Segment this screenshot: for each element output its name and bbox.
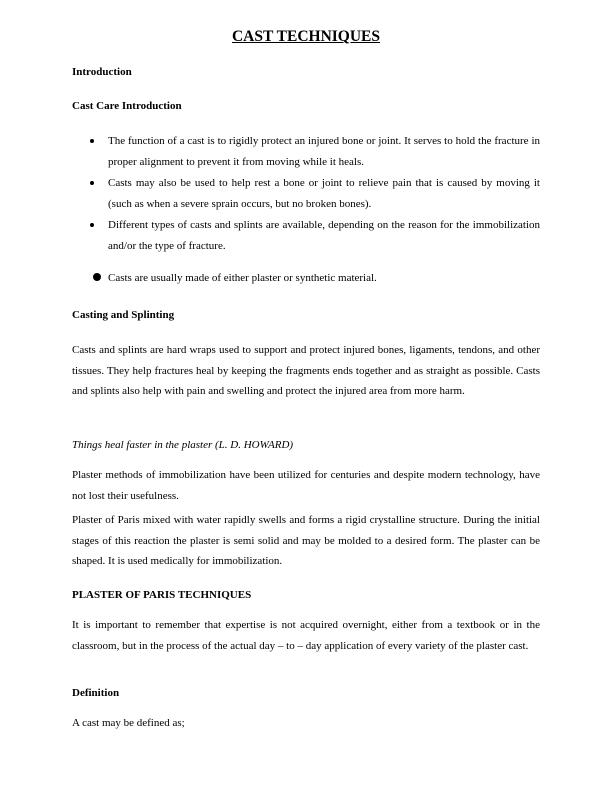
list-item-text: Casts may also be used to help rest a bone or joint to relieve pain that is caused by moving it (such as when a severe sprain occurs, but no broken bones).: [108, 177, 540, 210]
page-title: CAST TECHNIQUES: [231, 28, 381, 45]
big-bullet-item: [72, 268, 540, 290]
heading-introduction: Introduction: [72, 66, 132, 78]
list-item-text: Different types of casts and splints are available, depending on the reason for the immobilization and/or the type of fracture.: [108, 219, 540, 252]
italic-quote: Things heal faster in the plaster (L. D. HOWARD): [72, 439, 294, 451]
list-item: [72, 131, 540, 172]
list-item-text: Casts are usually made of either plaster or synthetic material.: [108, 272, 377, 284]
bullet-icon: [90, 139, 94, 143]
bullet-icon: [93, 273, 101, 281]
bullet-icon: [90, 223, 94, 227]
casting-paragraph: Casts and splints are hard wraps used to support and protect injured bones, ligaments, tendons, and other tissues. They help fractures heal by keeping the fragments ends together and as straight as possible. Casts and splints also help with pain and swelling and protect the injured area from more harm.: [72, 344, 540, 397]
heading-definition: Definition: [72, 687, 120, 699]
heading-pop-techniques: PLASTER OF PARIS TECHNIQUES: [72, 589, 252, 601]
pop-paragraph: It is important to remember that expertise is not acquired overnight, either from a textbook or in the classroom, but in the process of the actual day – to – day application of every variety of the plaster cast.: [72, 619, 540, 652]
list-item: [72, 215, 540, 256]
heading-casting-splinting: Casting and Splinting: [72, 309, 175, 321]
list-item: [72, 173, 540, 214]
bullet-icon: [90, 181, 94, 185]
bullet-list: [72, 131, 540, 257]
definition-text: A cast may be defined as;: [72, 717, 185, 729]
plaster-methods-paragraph: Plaster methods of immobilization have been utilized for centuries and despite modern technology, have not lost their usefulness.: [72, 469, 540, 502]
list-item-text: The function of a cast is to rigidly protect an injured bone or joint. It serves to hold the fracture in proper alignment to prevent it from moving while it heals.: [108, 135, 540, 168]
heading-cast-care: Cast Care Introduction: [72, 100, 182, 112]
plaster-of-paris-paragraph: Plaster of Paris mixed with water rapidly swells and forms a rigid crystalline structure. During the initial stages of this reaction the plaster is semi solid and may be molded to a desired form. The plaster can be shaped. It is used medically for immobilization.: [72, 514, 540, 567]
